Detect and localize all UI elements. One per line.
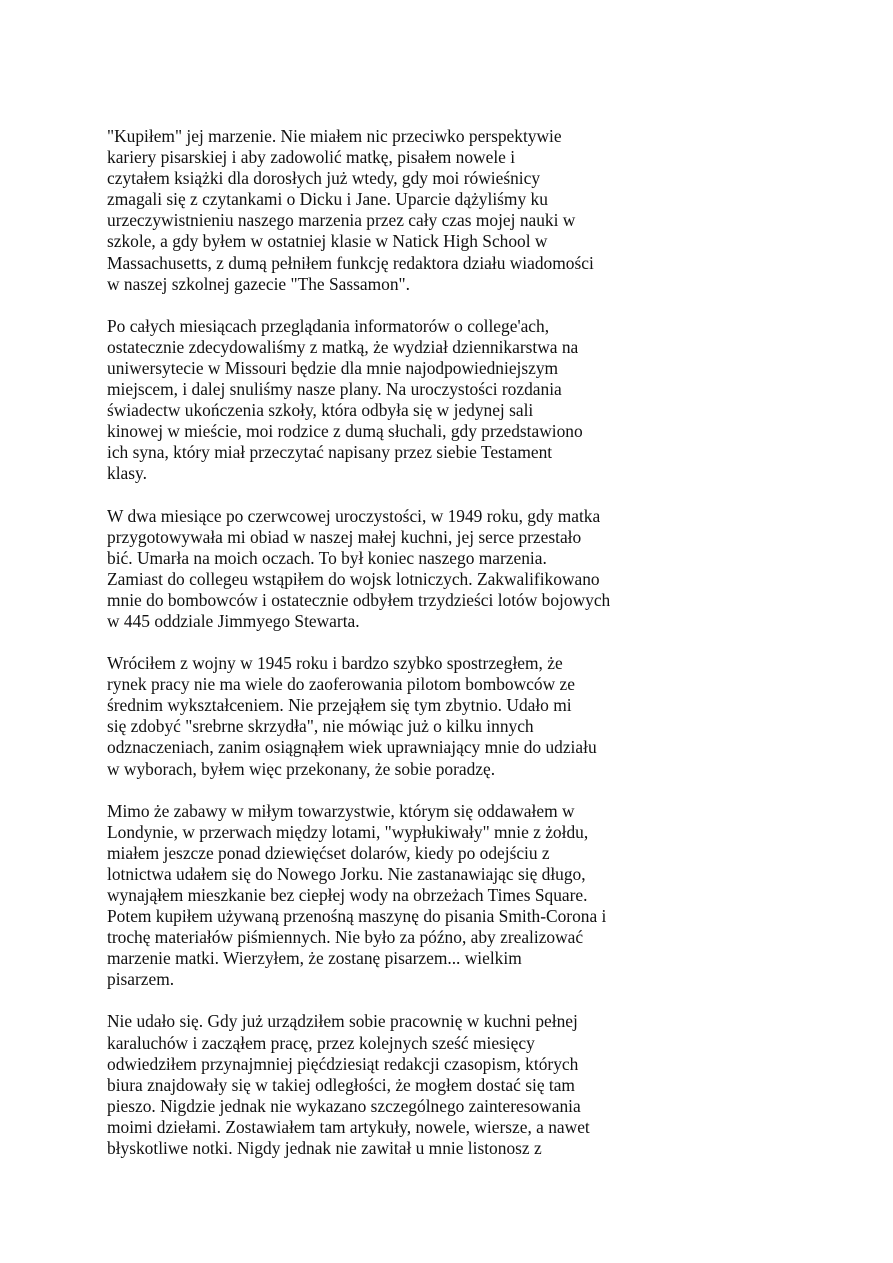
text-line: wynająłem mieszkanie bez ciepłej wody na obrzeżach Times Square.: [107, 885, 588, 905]
text-line: Potem kupiłem używaną przenośną maszynę do pisania Smith-Corona i: [107, 906, 607, 927]
paragraph: [107, 506, 667, 633]
paragraph: [107, 316, 667, 485]
text-line: ostatecznie zdecydowaliśmy z matką, że wydział dziennikarstwa na: [107, 336, 579, 357]
text-line: Nie udało się. Gdy już urządziłem sobie pracownię w kuchni pełnej: [107, 1011, 578, 1032]
text-line: w wyborach, byłem więc przekonany, że sobie poradzę.: [107, 758, 496, 779]
text-line: przygotowywała mi obiad w naszej małej kuchni, jej serce przestało: [107, 526, 582, 547]
text-line: marzenie matki. Wierzyłem, że zostanę pisarzem... wielkim: [107, 948, 522, 969]
paragraph: [107, 653, 667, 780]
text-line: czytałem książki dla dorosłych już wtedy, gdy moi rówieśnicy: [107, 168, 541, 189]
text-line: Massachusetts, z dumą pełniłem funkcję redaktora działu wiadomości: [107, 252, 594, 273]
paragraph: [107, 801, 667, 991]
text-line: się zdobyć "srebrne skrzydła", nie mówiąc już o kilku innych: [107, 716, 534, 737]
document-body: [107, 126, 667, 1180]
text-line: mnie do bombowców i ostatecznie odbyłem trzydzieści lotów bojowych: [107, 589, 611, 610]
text-line: miałem jeszcze ponad dziewięćset dolarów, kiedy po odejściu z: [107, 842, 550, 863]
text-line: Wróciłem z wojny w 1945 roku i bardzo szybko spostrzegłem, że: [107, 653, 563, 674]
text-line: świadectw ukończenia szkoły, która odbyła się w jedynej sali: [107, 400, 534, 421]
text-line: lotnictwa udałem się do Nowego Jorku. Nie zastanawiając się długo,: [107, 863, 586, 884]
text-line: ich syna, który miał przeczytać napisany przez siebie Testament: [107, 442, 553, 463]
text-line: miejscem, i dalej snuliśmy nasze plany. Na uroczystości rozdania: [107, 379, 562, 400]
text-line: odznaczeniach, zanim osiągnąłem wiek uprawniający mnie do udziału: [107, 737, 597, 758]
text-line: rynek pracy nie ma wiele do zaoferowania pilotom bombowców ze: [107, 674, 575, 695]
text-line: kinowej w mieście, moi rodzice z dumą słuchali, gdy przedstawiono: [107, 421, 583, 442]
text-line: pisarzem.: [107, 969, 175, 990]
text-line: Zamiast do collegeu wstąpiłem do wojsk lotniczych. Zakwalifikowano: [107, 568, 600, 589]
text-line: kariery pisarskiej i aby zadowolić matkę, pisałem nowele i: [107, 147, 516, 168]
text-line: W dwa miesiące po czerwcowej uroczystości, w 1949 roku, gdy matka: [107, 505, 601, 526]
text-line: biura znajdowały się w takiej odległości, że mogłem dostać się tam: [107, 1074, 575, 1095]
text-line: trochę materiałów piśmiennych. Nie było za późno, aby zrealizować: [107, 927, 584, 948]
text-line: szkole, a gdy byłem w ostatniej klasie w Natick High School w: [107, 231, 548, 252]
text-line: błyskotliwe notki. Nigdy jednak nie zawitał u mnie listonosz z: [107, 1138, 542, 1159]
text-line: urzeczywistnieniu naszego marzenia przez cały czas mojej nauki w: [107, 210, 576, 231]
text-line: pieszo. Nigdzie jednak nie wykazano szczególnego zainteresowania: [107, 1095, 581, 1116]
text-line: w 445 oddziale Jimmyego Stewarta.: [107, 610, 360, 631]
text-line: Mimo że zabawy w miłym towarzystwie, którym się oddawałem w: [107, 800, 575, 821]
text-line: klasy.: [107, 463, 147, 484]
text-line: Po całych miesiącach przeglądania informatorów o college'ach,: [107, 315, 550, 336]
text-line: odwiedziłem przynajmniej pięćdziesiąt redakcji czasopism, których: [107, 1053, 579, 1074]
paragraph: [107, 126, 667, 295]
text-line: bić. Umarła na moich oczach. To był koniec naszego marzenia.: [107, 547, 547, 568]
text-line: "Kupiłem" jej marzenie. Nie miałem nic przeciwko perspektywie: [107, 126, 562, 146]
text-line: w naszej szkolnej gazecie "The Sassamon".: [107, 273, 410, 294]
text-line: uniwersytecie w Missouri będzie dla mnie najodpowiedniejszym: [107, 357, 559, 378]
text-line: karaluchów i zacząłem pracę, przez kolejnych sześć miesięcy: [107, 1032, 535, 1053]
text-line: moimi dziełami. Zostawiałem tam artykuły, nowele, wiersze, a nawet: [107, 1116, 590, 1137]
text-line: Londynie, w przerwach między lotami, "wypłukiwały" mnie z żołdu,: [107, 821, 589, 842]
text-line: średnim wykształceniem. Nie przejąłem się tym zbytnio. Udało mi: [107, 695, 572, 716]
text-line: zmagali się z czytankami o Dicku i Jane. Uparcie dążyliśmy ku: [107, 189, 548, 210]
paragraph: [107, 1011, 667, 1159]
